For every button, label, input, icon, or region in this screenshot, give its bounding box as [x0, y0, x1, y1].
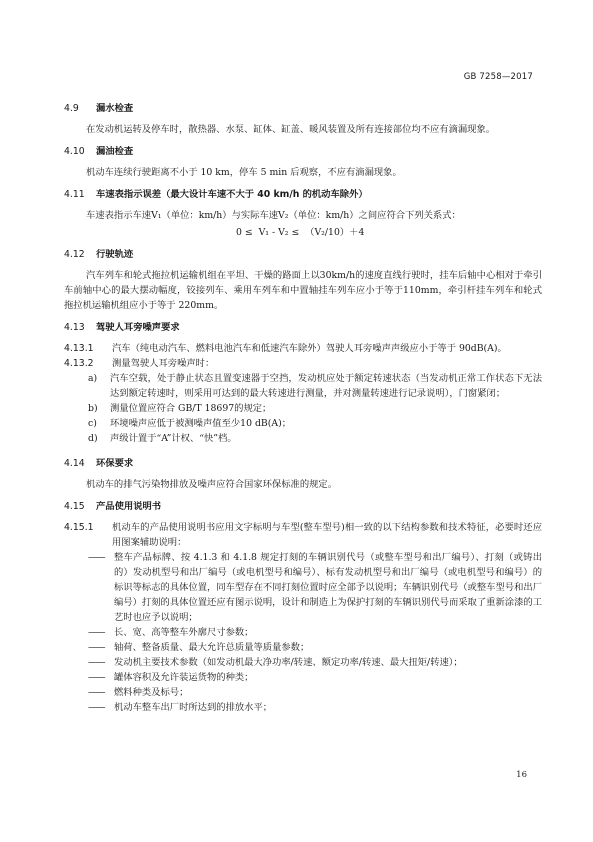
section-4-14-body: 机动车的排气污染物排放及噪声应符合国家环保标准的规定。 — [86, 479, 338, 490]
dash-item — [64, 625, 542, 640]
section-title: 漏油检查 — [96, 146, 134, 157]
section-title: 行驶轨迹 — [96, 249, 134, 260]
section-title: 驾驶人耳旁噪声要求 — [96, 322, 180, 333]
section-number: 4.13 — [64, 322, 85, 333]
section-4-11-body: 车速表指示车速V₁（单位：km/h）与实际车速V₂（单位：km/h）之间应符合下列关系式： — [86, 210, 461, 221]
clause-4-13-2 — [64, 356, 542, 371]
dash-marker: —— — [88, 672, 105, 683]
list-item-c — [64, 416, 542, 431]
dash-marker: —— — [88, 657, 105, 668]
dash-item — [64, 640, 542, 655]
dash-item — [64, 550, 542, 625]
section-title: 车速表指示误差（最大设计车速不大于 40 km/h 的机动车除外） — [96, 189, 368, 200]
speed-error-formula: 0 ≤ V₁ - V₂ ≤ （V₂/10）＋4 — [236, 227, 365, 238]
section-4-9-heading — [64, 101, 542, 116]
dash-marker: —— — [88, 702, 105, 713]
list-text: 声级计置于“A”计权、“快”档。 — [110, 433, 237, 444]
section-title: 产品使用说明书 — [96, 501, 162, 512]
section-4-9-body: 在发动机运转及停车时，散热器、水泵、缸体、缸盖、暖风装置及所有连接部位均不应有滴漏现象。 — [86, 124, 496, 135]
section-number: 4.10 — [64, 146, 85, 157]
dash-text: 发动机主要技术参数（如发动机最大净功率/转速、额定功率/转速、最大扭矩/转速）； — [114, 657, 463, 668]
list-marker: d) — [88, 433, 98, 444]
list-text: 测量位置应符合 GB/T 18697的规定； — [110, 403, 272, 414]
dash-text: 燃料种类及标号； — [114, 687, 189, 698]
clause-text: 测量驾驶人耳旁噪声时： — [112, 358, 215, 369]
list-item-b — [64, 401, 542, 416]
page-number: 16 — [516, 770, 527, 780]
dash-marker: —— — [88, 627, 105, 638]
section-title: 环保要求 — [96, 458, 134, 469]
dash-text: 机动车整车出厂时所达到的排放水平； — [114, 702, 273, 713]
list-text: 环境噪声应低于被测噪声值至少10 dB(A)； — [110, 418, 291, 429]
clause-number: 4.13.2 — [64, 358, 94, 369]
clause-number: 4.13.1 — [64, 343, 94, 354]
dash-item — [64, 700, 542, 715]
clause-4-15-1 — [64, 520, 542, 550]
standard-code: GB 7258—2017 — [463, 72, 533, 82]
dash-text: 罐体容积及允许装运货物的种类； — [114, 672, 254, 683]
section-4-10-body: 机动车连续行驶距离不小于 10 km，停车 5 min 后观察，不应有滴漏现象。 — [86, 167, 402, 178]
dash-item — [64, 655, 542, 670]
dash-text: 轴荷、整备质量、最大允许总质量等质量参数； — [114, 642, 310, 653]
list-marker: c) — [88, 418, 97, 429]
section-number: 4.14 — [64, 458, 85, 469]
list-item-a — [64, 371, 542, 401]
dash-marker: —— — [88, 552, 105, 563]
section-number: 4.11 — [64, 189, 85, 200]
list-item-d — [64, 431, 542, 446]
clause-number: 4.15.1 — [64, 522, 94, 533]
section-number: 4.9 — [64, 103, 79, 114]
section-4-14-heading — [64, 456, 542, 471]
section-number: 4.12 — [64, 249, 85, 260]
dash-marker: —— — [88, 687, 105, 698]
list-marker: b) — [88, 403, 98, 414]
clause-text: 机动车的产品使用说明书应用文字标明与车型(整车型号)相一致的以下结构参数和技术特征，必要时还应用图案辅助说明： — [112, 522, 542, 548]
dash-item — [64, 685, 542, 700]
clause-4-13-1 — [64, 341, 542, 356]
section-4-10-heading — [64, 144, 542, 159]
dash-item — [64, 670, 542, 685]
list-text: 汽车空载，处于静止状态且置变速器于空挡，发动机应处于额定转速状态（当发动机正常工作状态下无法达到额定转速时，则采用可达到的最大转速进行测量，并对测量转速进行记录说明），门窗紧闭； — [110, 373, 542, 399]
document-body — [64, 97, 542, 715]
section-4-13-heading — [64, 320, 542, 335]
dash-marker: —— — [88, 642, 105, 653]
clause-text: 汽车（纯电动汽车、燃料电池汽车和低速汽车除外）驾驶人耳旁噪声声级应小于等于 90dB(A)。 — [112, 343, 507, 354]
section-4-11-heading — [64, 187, 542, 202]
dash-text: 长、宽、高等整车外廓尺寸参数； — [114, 627, 254, 638]
section-title: 漏水检查 — [96, 103, 134, 114]
section-4-15-heading — [64, 499, 542, 514]
section-number: 4.15 — [64, 501, 85, 512]
section-4-12-heading — [64, 247, 542, 262]
list-marker: a) — [88, 373, 98, 384]
section-4-12-body: 汽车列车和轮式拖拉机运输机组在平坦、干燥的路面上以30km/h的速度直线行驶时，挂车后轴中心相对于牵引车前轴中心的最大摆动幅度，铰接列车、乘用车列车和中置轴挂车列车应小于等于110mm，牵引杆挂车列车和轮式拖拉机运输机组应小于等于 220mm。 — [64, 270, 542, 311]
dash-text: 整车产品标牌、按 4.1.3 和 4.1.8 规定打刻的车辆识别代号（或整车型号和出厂编号）、打刻（或铸出的）发动机型号和出厂编号（或电机型号和编号）、标有发动机型号和出厂编号（或电机型号和编号）的标识等标志的具体位置，同车型存在不同打刻位置时应全部予以说明；车辆识别代号（或整车型号和出厂编号）打刻的具体位置还应有图示说明，设计和制造上为保护打刻的车辆识别代号而采取了重新涂漆的工艺时也应予以说明； — [114, 552, 542, 623]
